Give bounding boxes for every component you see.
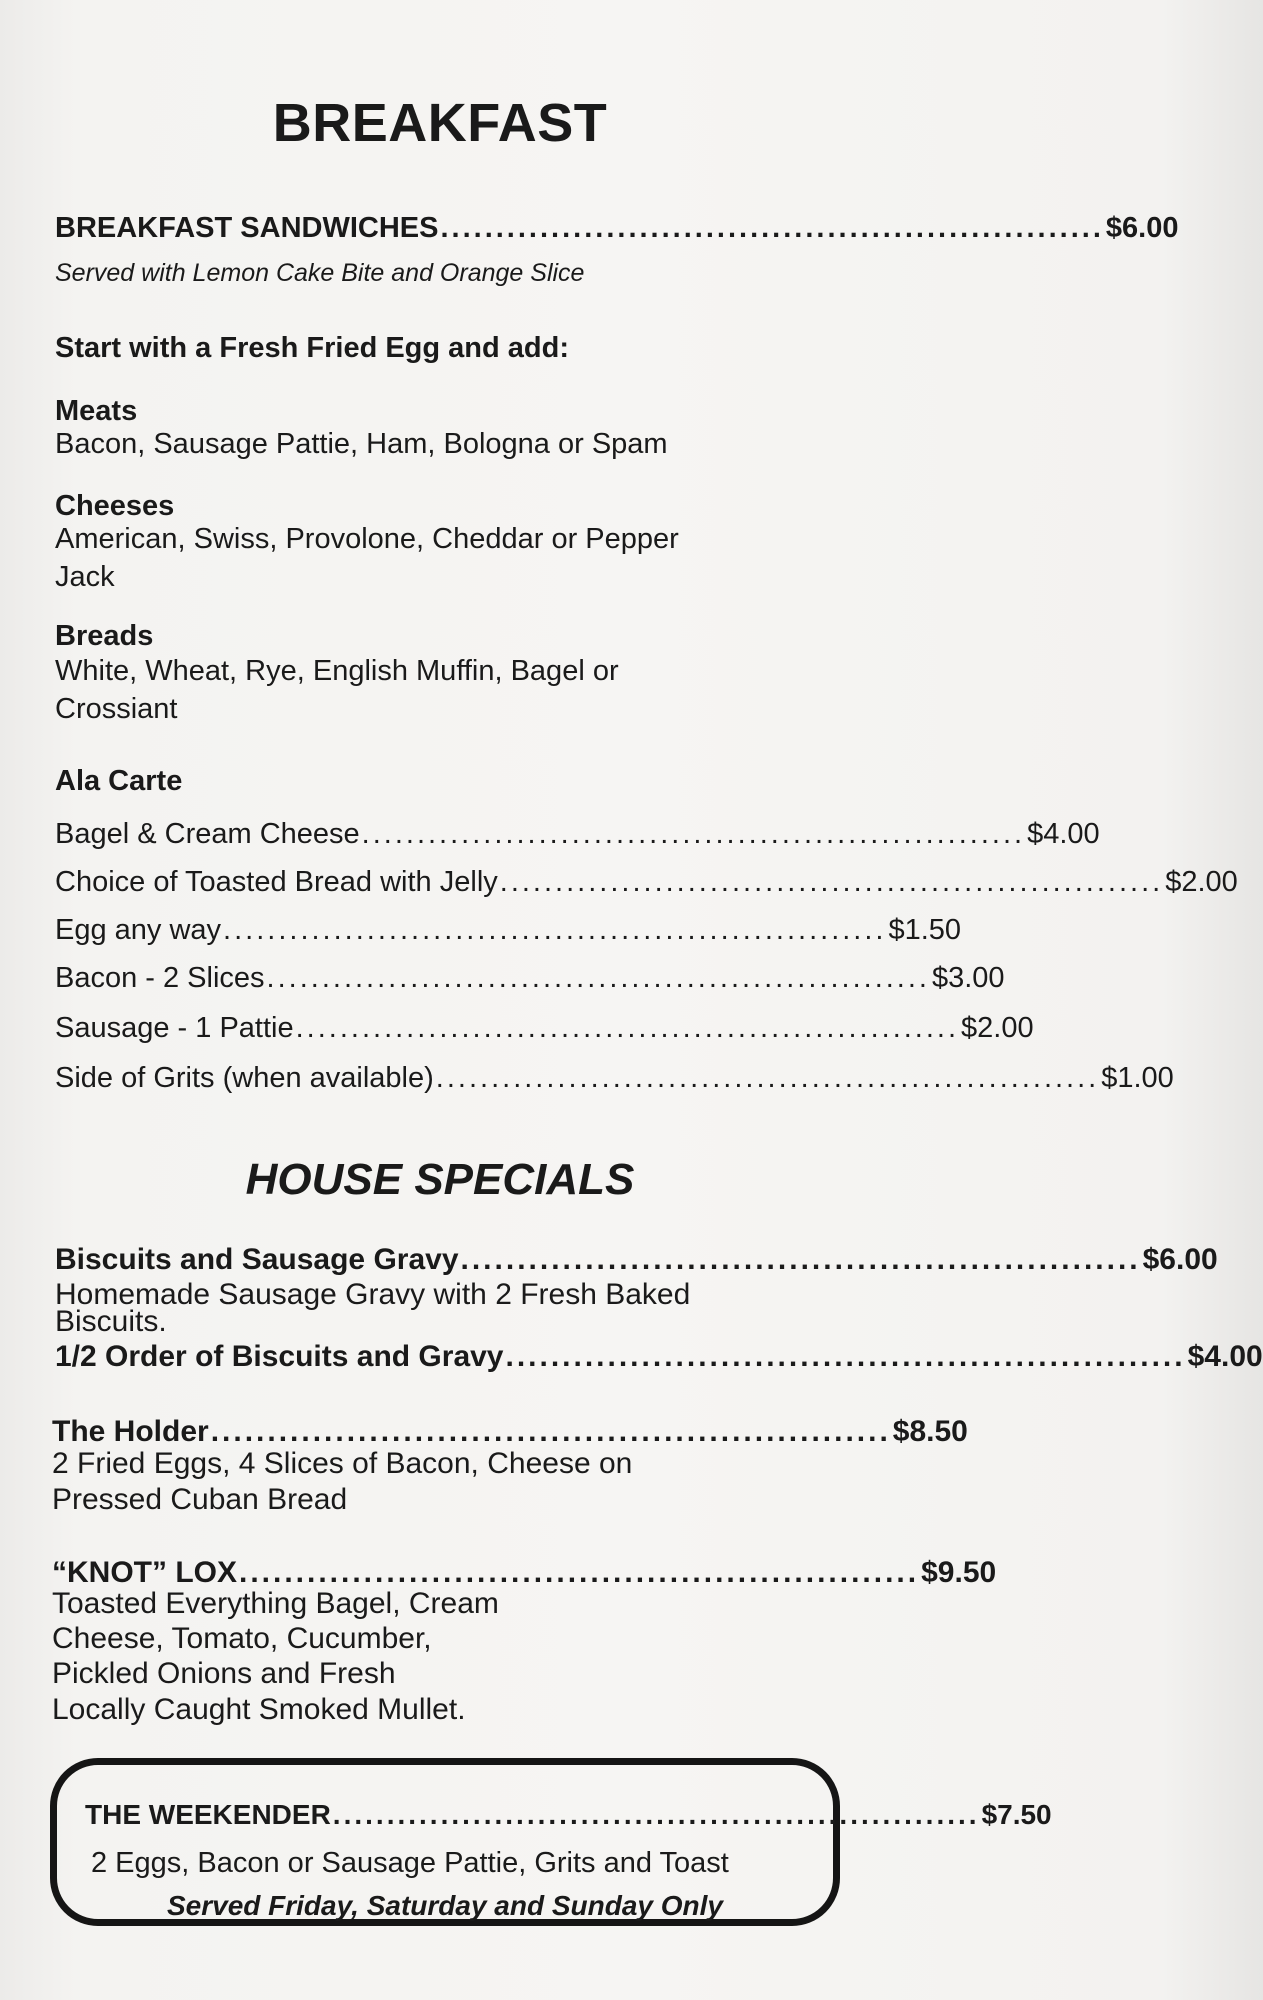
item-price: $2.00 — [961, 1012, 1034, 1044]
item-price: $4.00 — [1027, 818, 1100, 850]
weekender-box — [50, 1758, 1052, 1926]
item-price: $8.50 — [892, 1415, 968, 1448]
lox-desc-line: Cheese, Tomato, Cucumber, — [52, 1622, 432, 1655]
leader-dots: ............................................................ — [361, 818, 1026, 850]
breads-options-line2: Crossiant — [55, 693, 178, 725]
meats-heading: Meats — [55, 395, 138, 427]
item-price: $9.50 — [921, 1556, 997, 1589]
leader-dots: ............................................................ — [210, 1415, 891, 1448]
item-name: The Holder — [52, 1415, 209, 1448]
item-name: THE WEEKENDER — [85, 1799, 331, 1830]
item-price: $4.00 — [1187, 1340, 1263, 1373]
item-name: BREAKFAST SANDWICHES — [55, 212, 439, 244]
biscuits-desc-line2: Biscuits. — [55, 1305, 167, 1338]
item-name: Choice of Toasted Bread with Jelly — [55, 866, 498, 898]
cheeses-options-line1: American, Swiss, Provolone, Cheddar or Pepper — [55, 523, 679, 555]
biscuits-desc-line1: Homemade Sausage Gravy with 2 Fresh Baked — [55, 1278, 691, 1311]
leader-dots: ............................................................ — [332, 1799, 980, 1830]
lox-desc-line: Pickled Onions and Fresh — [52, 1657, 396, 1690]
list-item — [55, 1012, 1034, 1045]
leader-dots: ............................................................ — [223, 914, 887, 946]
leader-dots: ............................................................ — [435, 1062, 1100, 1094]
holder-desc-line2: Pressed Cuban Bread — [52, 1483, 348, 1516]
house-specials-heading: HOUSE SPECIALS — [245, 1155, 635, 1204]
list-item — [55, 914, 962, 947]
item-name: “KNOT” LOX — [52, 1556, 237, 1589]
item-price: $6.00 — [1142, 1243, 1218, 1276]
list-item — [55, 962, 1005, 995]
item-name: Bagel & Cream Cheese — [55, 818, 360, 850]
start-instruction: Start with a Fresh Fried Egg and add: — [55, 332, 569, 364]
item-name: Side of Grits (when available) — [55, 1062, 434, 1094]
weekender-row — [85, 1799, 1052, 1831]
ala-carte-heading: Ala Carte — [55, 765, 183, 797]
cheeses-heading: Cheeses — [55, 490, 175, 522]
item-name: Sausage - 1 Pattie — [55, 1012, 294, 1044]
item-price: $1.50 — [888, 914, 962, 946]
weekender-availability-note: Served Friday, Saturday and Sunday Only — [166, 1890, 724, 1921]
item-name: Biscuits and Sausage Gravy — [55, 1243, 459, 1276]
cheeses-options-line2: Jack — [55, 561, 115, 593]
leader-dots: ............................................................ — [266, 962, 930, 994]
item-price: $3.00 — [931, 962, 1005, 994]
list-item — [55, 818, 1100, 851]
leader-dots: ............................................................ — [505, 1340, 1186, 1373]
leader-dots: ............................................................ — [440, 212, 1104, 244]
item-price: $7.50 — [981, 1799, 1052, 1830]
leader-dots: ............................................................ — [460, 1243, 1141, 1276]
leader-dots: ............................................................ — [295, 1012, 960, 1044]
the-holder-row — [52, 1415, 968, 1449]
breakfast-sandwiches-row — [55, 212, 1179, 245]
half-order-row — [55, 1340, 1263, 1374]
lox-desc-line: Toasted Everything Bagel, Cream — [52, 1587, 499, 1620]
biscuits-gravy-row — [55, 1243, 1218, 1277]
list-item — [55, 866, 1238, 899]
list-item — [55, 1062, 1174, 1095]
item-price: $2.00 — [1165, 866, 1238, 898]
item-price: $1.00 — [1101, 1062, 1174, 1094]
breads-options-line1: White, Wheat, Rye, English Muffin, Bagel or — [55, 655, 619, 687]
weekender-desc: 2 Eggs, Bacon or Sausage Pattie, Grits and Toast — [91, 1847, 729, 1879]
lox-desc-line: Locally Caught Smoked Mullet. — [52, 1693, 466, 1726]
item-name: Bacon - 2 Slices — [55, 962, 265, 994]
leader-dots: ............................................................ — [499, 866, 1164, 898]
page-title: BREAKFAST — [272, 93, 608, 153]
breads-heading: Breads — [55, 620, 154, 652]
served-with-note: Served with Lemon Cake Bite and Orange Slice — [55, 259, 585, 287]
item-name: 1/2 Order of Biscuits and Gravy — [55, 1340, 504, 1373]
leader-dots: ............................................................ — [239, 1556, 920, 1589]
knot-lox-row — [52, 1556, 997, 1590]
item-name: Egg any way — [55, 914, 222, 946]
item-price: $6.00 — [1105, 212, 1179, 244]
holder-desc-line1: 2 Fried Eggs, 4 Slices of Bacon, Cheese on — [52, 1447, 633, 1480]
meats-options: Bacon, Sausage Pattie, Ham, Bologna or Spam — [55, 428, 668, 460]
